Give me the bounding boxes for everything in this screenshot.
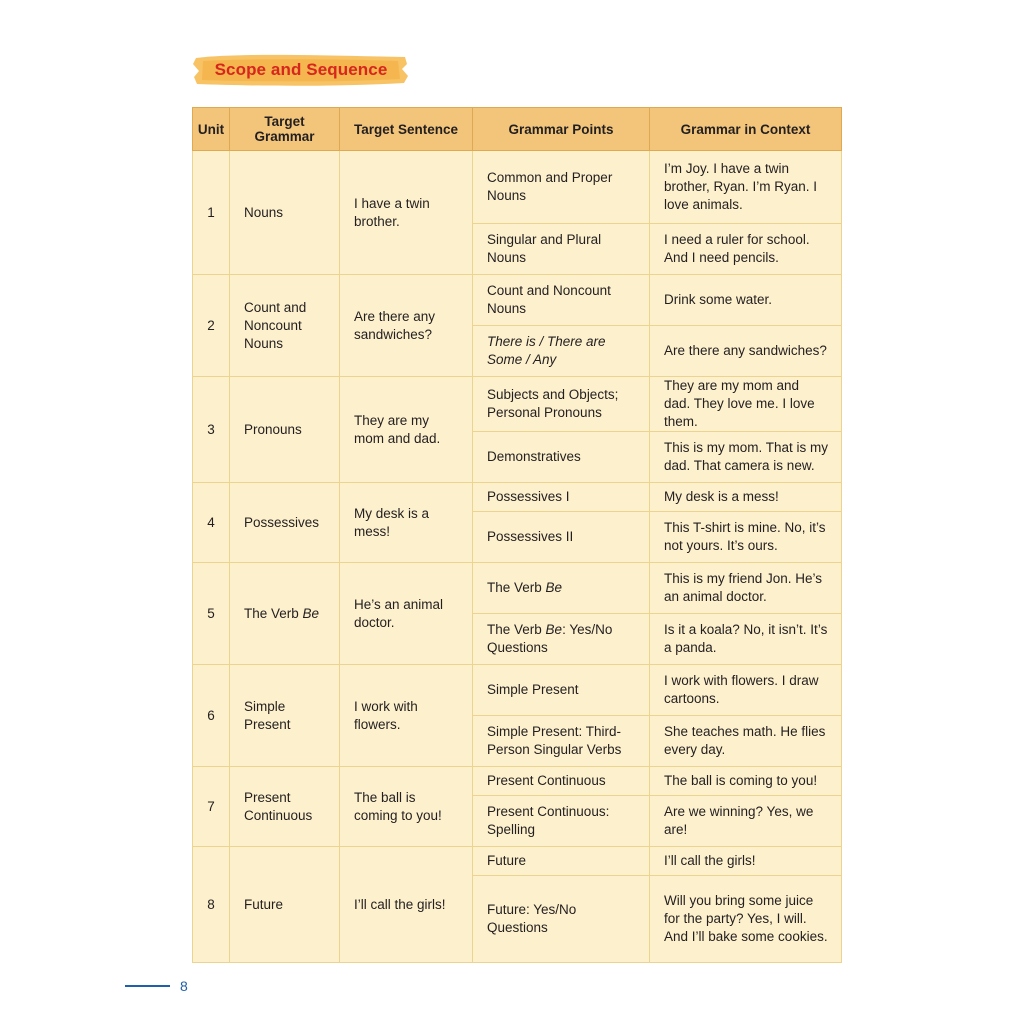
grammar-point-italic: Be bbox=[545, 622, 563, 637]
table-row bbox=[193, 563, 842, 614]
grammar-point bbox=[473, 326, 650, 377]
unit-number: 8 bbox=[193, 847, 230, 963]
scope-table bbox=[192, 107, 842, 963]
unit-number: 3 bbox=[193, 377, 230, 483]
grammar-point: Simple Present: Third-Person Singular Verbs bbox=[473, 716, 650, 767]
unit-number: 5 bbox=[193, 563, 230, 665]
grammar-point: Present Continuous: Spelling bbox=[473, 796, 650, 847]
target-grammar bbox=[230, 563, 340, 665]
target-grammar-text: The Verb bbox=[244, 605, 303, 621]
page-number: 8 bbox=[180, 978, 188, 994]
grammar-context: I need a ruler for school. And I need pencils. bbox=[650, 224, 842, 275]
table-row bbox=[193, 665, 842, 716]
header-target-sentence: Target Sentence bbox=[340, 108, 473, 151]
target-grammar: Nouns bbox=[230, 151, 340, 275]
grammar-point: Possessives I bbox=[473, 483, 650, 512]
grammar-point: Singular and Plural Nouns bbox=[473, 224, 650, 275]
grammar-point: Count and Noncount Nouns bbox=[473, 275, 650, 326]
header-grammar-in-context: Grammar in Context bbox=[650, 108, 842, 151]
table-row bbox=[193, 847, 842, 876]
grammar-point: Possessives II bbox=[473, 512, 650, 563]
grammar-context: Are there any sandwiches? bbox=[650, 326, 842, 377]
grammar-context: Is it a koala? No, it isn’t. It’s a panda. bbox=[650, 614, 842, 665]
grammar-point-text: The Verb bbox=[487, 580, 546, 595]
table-row bbox=[193, 377, 842, 432]
grammar-context: She teaches math. He flies every day. bbox=[650, 716, 842, 767]
target-sentence: The ball is coming to you! bbox=[340, 767, 473, 847]
target-sentence: I work with flowers. bbox=[340, 665, 473, 767]
grammar-point: Demonstratives bbox=[473, 432, 650, 483]
grammar-context: I work with flowers. I draw cartoons. bbox=[650, 665, 842, 716]
target-sentence: Are there any sandwiches? bbox=[340, 275, 473, 377]
title-banner bbox=[193, 52, 409, 88]
target-grammar-italic: Be bbox=[302, 605, 320, 621]
grammar-context: My desk is a mess! bbox=[650, 483, 842, 512]
header-row bbox=[193, 108, 842, 151]
table-row bbox=[193, 151, 842, 224]
target-grammar: Pronouns bbox=[230, 377, 340, 483]
grammar-point bbox=[473, 563, 650, 614]
grammar-point: Future bbox=[473, 847, 650, 876]
grammar-point bbox=[473, 614, 650, 665]
target-grammar: Future bbox=[230, 847, 340, 963]
target-sentence: I have a twin brother. bbox=[340, 151, 473, 275]
target-sentence: I’ll call the girls! bbox=[340, 847, 473, 963]
unit-number: 7 bbox=[193, 767, 230, 847]
target-sentence: He’s an animal doctor. bbox=[340, 563, 473, 665]
grammar-point-italic: Be bbox=[545, 580, 563, 595]
grammar-point: Subjects and Objects; Personal Pronouns bbox=[473, 377, 650, 432]
target-grammar: Count and Noncount Nouns bbox=[230, 275, 340, 377]
unit-number: 1 bbox=[193, 151, 230, 275]
grammar-point-italic: There is / There are Some / Any bbox=[487, 334, 606, 367]
grammar-context: This T-shirt is mine. No, it’s not yours. It’s ours. bbox=[650, 512, 842, 563]
table-row bbox=[193, 275, 842, 326]
grammar-context: They are my mom and dad. They love me. I love them. bbox=[650, 377, 842, 432]
header-unit: Unit bbox=[193, 108, 230, 151]
grammar-context: I’m Joy. I have a twin brother, Ryan. I’m Ryan. I love animals. bbox=[650, 151, 842, 224]
unit-number: 4 bbox=[193, 483, 230, 563]
table-row bbox=[193, 483, 842, 512]
page-number-rule bbox=[125, 985, 170, 987]
header-grammar-points: Grammar Points bbox=[473, 108, 650, 151]
grammar-point-text: The Verb bbox=[487, 622, 546, 637]
grammar-context: I’ll call the girls! bbox=[650, 847, 842, 876]
grammar-point: Simple Present bbox=[473, 665, 650, 716]
grammar-context: This is my friend Jon. He’s an animal doctor. bbox=[650, 563, 842, 614]
unit-number: 6 bbox=[193, 665, 230, 767]
grammar-point: Future: Yes/No Questions bbox=[473, 876, 650, 963]
target-grammar: Simple Present bbox=[230, 665, 340, 767]
grammar-point: Common and Proper Nouns bbox=[473, 151, 650, 224]
page-title: Scope and Sequence bbox=[214, 60, 388, 79]
table-row bbox=[193, 767, 842, 796]
grammar-context: Will you bring some juice for the party? Yes, I will. And I’ll bake some cookies. bbox=[650, 876, 842, 963]
target-grammar: Possessives bbox=[230, 483, 340, 563]
grammar-context: This is my mom. That is my dad. That camera is new. bbox=[650, 432, 842, 483]
target-grammar: Present Continuous bbox=[230, 767, 340, 847]
grammar-context: The ball is coming to you! bbox=[650, 767, 842, 796]
unit-number: 2 bbox=[193, 275, 230, 377]
grammar-context: Are we winning? Yes, we are! bbox=[650, 796, 842, 847]
grammar-context: Drink some water. bbox=[650, 275, 842, 326]
header-target-grammar: Target Grammar bbox=[230, 108, 340, 151]
target-sentence: My desk is a mess! bbox=[340, 483, 473, 563]
grammar-point-suffix: : Yes/No Questions bbox=[487, 622, 613, 655]
grammar-point: Present Continuous bbox=[473, 767, 650, 796]
target-sentence: They are my mom and dad. bbox=[340, 377, 473, 483]
